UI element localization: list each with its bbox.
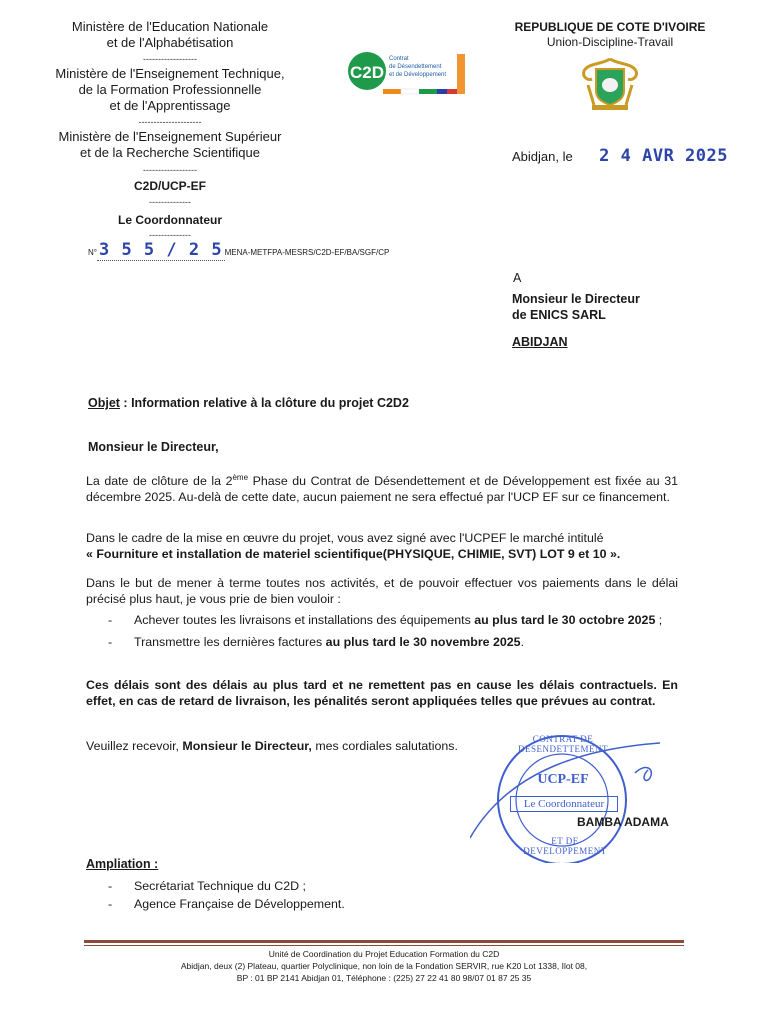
bullet-text: Achever toutes les livraisons et installations des équipements <box>134 613 475 627</box>
national-motto: Union-Discipline-Travail <box>546 35 674 49</box>
country-name: REPUBLIQUE DE COTE D'IVOIRE <box>514 20 706 34</box>
separator: ------------------ <box>143 54 197 64</box>
paragraph-request: Dans le but de mener à terme toutes nos activités, et de pouvoir effectuer vos paiements dans le délai précisé plus haut, je vous prie de bien vouloir : <box>86 576 678 606</box>
logo-line2: de Désendettement <box>389 64 442 70</box>
para2-contract-title: « Fourniture et installation de materiel scientifique(PHYSIQUE, CHIMIE, SVT) LOT 9 et 10 ». <box>86 547 621 561</box>
paragraph-closing-date <box>86 470 678 505</box>
request-list <box>86 612 678 650</box>
para1-a: La date de clôture de la 2 <box>86 474 233 489</box>
recipient-city: ABIDJAN <box>512 335 568 349</box>
svg-text:C2D: C2D <box>349 63 385 82</box>
separator: -------------- <box>149 197 191 207</box>
separator: -------------- <box>149 230 191 240</box>
official-stamp <box>470 728 670 863</box>
ministry3-line2: et de la Recherche Scientifique <box>80 145 260 160</box>
ampliation-list <box>86 878 486 912</box>
logo-line3: et de Développement <box>389 72 447 78</box>
footer <box>84 948 684 984</box>
list-item <box>86 634 678 650</box>
separator: ------------------ <box>143 165 197 175</box>
subject-label: Objet <box>88 396 120 410</box>
bullet-deadline: au plus tard le 30 novembre 2025 <box>325 635 521 649</box>
ampliation-title: Ampliation : <box>86 857 159 871</box>
unit-code: C2D/UCP-EF <box>133 179 206 193</box>
ministry2-line3: et de l'Apprentissage <box>109 98 231 113</box>
place-label: Abidjan, le <box>512 149 573 164</box>
paragraph-penalties: Ces délais sont des délais au plus tard et ne remettent pas en cause les délais contractuels. En effet, en cas de retard de livraison, les pénalités seront appliquées telles que prévues au contrat. <box>86 678 678 708</box>
ref-prefix: N° <box>88 248 97 257</box>
para2-a: Dans le cadre de la mise en œuvre du projet, vous avez signé avec l'UCPEF le marché intitulé <box>86 531 604 545</box>
list-item <box>86 896 486 912</box>
bullet-dash: - <box>108 879 113 893</box>
closing-line <box>86 738 458 754</box>
stamp-arc-bottom: ET DE DEVELOPPEMENT <box>523 836 607 856</box>
para1-b: Phase du Contrat de Désendettement et de Développement est fixée au 31 décembre 2025. Au-delà de cette date, aucun paiement ne sera effectué par l'UCP EF sur ce financement. <box>86 474 679 505</box>
para1-sup: ème <box>232 473 249 482</box>
stamp-center-role: Le Coordonnateur <box>510 796 618 812</box>
republic-header <box>495 20 725 49</box>
ministry3-line1: Ministère de l'Enseignement Supérieur <box>58 129 282 144</box>
closing-b: Monsieur le Directeur, <box>182 739 312 753</box>
recipient-block <box>512 270 640 350</box>
bullet-dash: - <box>108 635 113 649</box>
date-line <box>512 146 728 166</box>
subject-text: Information relative à la clôture du projet C2D2 <box>131 396 409 410</box>
bullet-dash: - <box>108 613 113 627</box>
paragraph-contract <box>86 530 678 562</box>
footer-rule <box>84 940 684 943</box>
list-item <box>86 612 678 628</box>
salutation: Monsieur le Directeur, <box>88 440 219 454</box>
closing-a: Veuillez recevoir, <box>86 739 183 753</box>
ref-number-stamp: 3 5 5 / 2 5 <box>98 240 223 260</box>
ministry-higher-ed <box>30 129 310 161</box>
bullet-end: ; <box>655 613 663 627</box>
bullet-deadline: au plus tard le 30 octobre 2025 <box>474 613 656 627</box>
subject-line <box>88 396 409 410</box>
signatory-name: BAMBA ADAMA <box>577 815 669 829</box>
recipient-to: A <box>513 271 522 285</box>
stamp-center-ucp: UCP-EF <box>537 772 589 787</box>
ampliation-item: Agence Française de Développement. <box>134 897 345 911</box>
bullet-dash: - <box>108 897 113 911</box>
ministry-technical <box>30 66 310 114</box>
date-stamp: 2 4 AVR 2025 <box>599 146 728 166</box>
logo-text <box>389 55 446 79</box>
bullet-end: . <box>520 635 525 649</box>
reference-number <box>88 240 389 260</box>
separator: --------------------- <box>138 117 202 127</box>
ministry1-line1: Ministère de l'Education Nationale <box>71 19 269 34</box>
recipient-company: de ENICS SARL <box>512 308 606 322</box>
coordinator-title: Le Coordonnateur <box>118 213 222 227</box>
footer-line1: Unité de Coordination du Projet Education Formation du C2D <box>268 949 500 959</box>
bullet-text: Transmettre les dernières factures <box>134 635 326 649</box>
footer-line2: Abidjan, deux (2) Plateau, quartier Polyclinique, non loin de la Fondation SERVIR, rue K20 Lot 1338, Ilot 08, <box>180 961 588 971</box>
footer-rule-thin <box>84 945 684 946</box>
ministry2-line1: Ministère de l'Enseignement Technique, <box>55 66 285 81</box>
list-item <box>86 878 486 894</box>
closing-c: mes cordiales salutations. <box>311 739 458 753</box>
ministry-education <box>30 19 310 51</box>
recipient-title: Monsieur le Directeur <box>512 292 640 306</box>
ministry1-line2: et de l'Alphabétisation <box>106 35 234 50</box>
footer-line3: BP : 01 BP 2141 Abidjan 01, Téléphone : (225) 27 22 41 80 98/07 01 87 25 35 <box>236 973 532 983</box>
ref-suffix: MENA-METFPA-MESRS/C2D-EF/BA/SGF/CP <box>224 248 390 257</box>
coat-of-arms-icon <box>578 55 642 113</box>
ministry-block <box>30 19 310 242</box>
subject-colon: : <box>119 396 132 410</box>
c2d-logo <box>345 49 465 99</box>
ampliation-item: Secrétariat Technique du C2D ; <box>134 879 306 893</box>
ministry2-line2: de la Formation Professionnelle <box>78 82 262 97</box>
logo-line1: Contrat <box>389 56 409 62</box>
stamp-arc-top: CONTRAT DE DESENDETTEMENT <box>518 734 608 754</box>
